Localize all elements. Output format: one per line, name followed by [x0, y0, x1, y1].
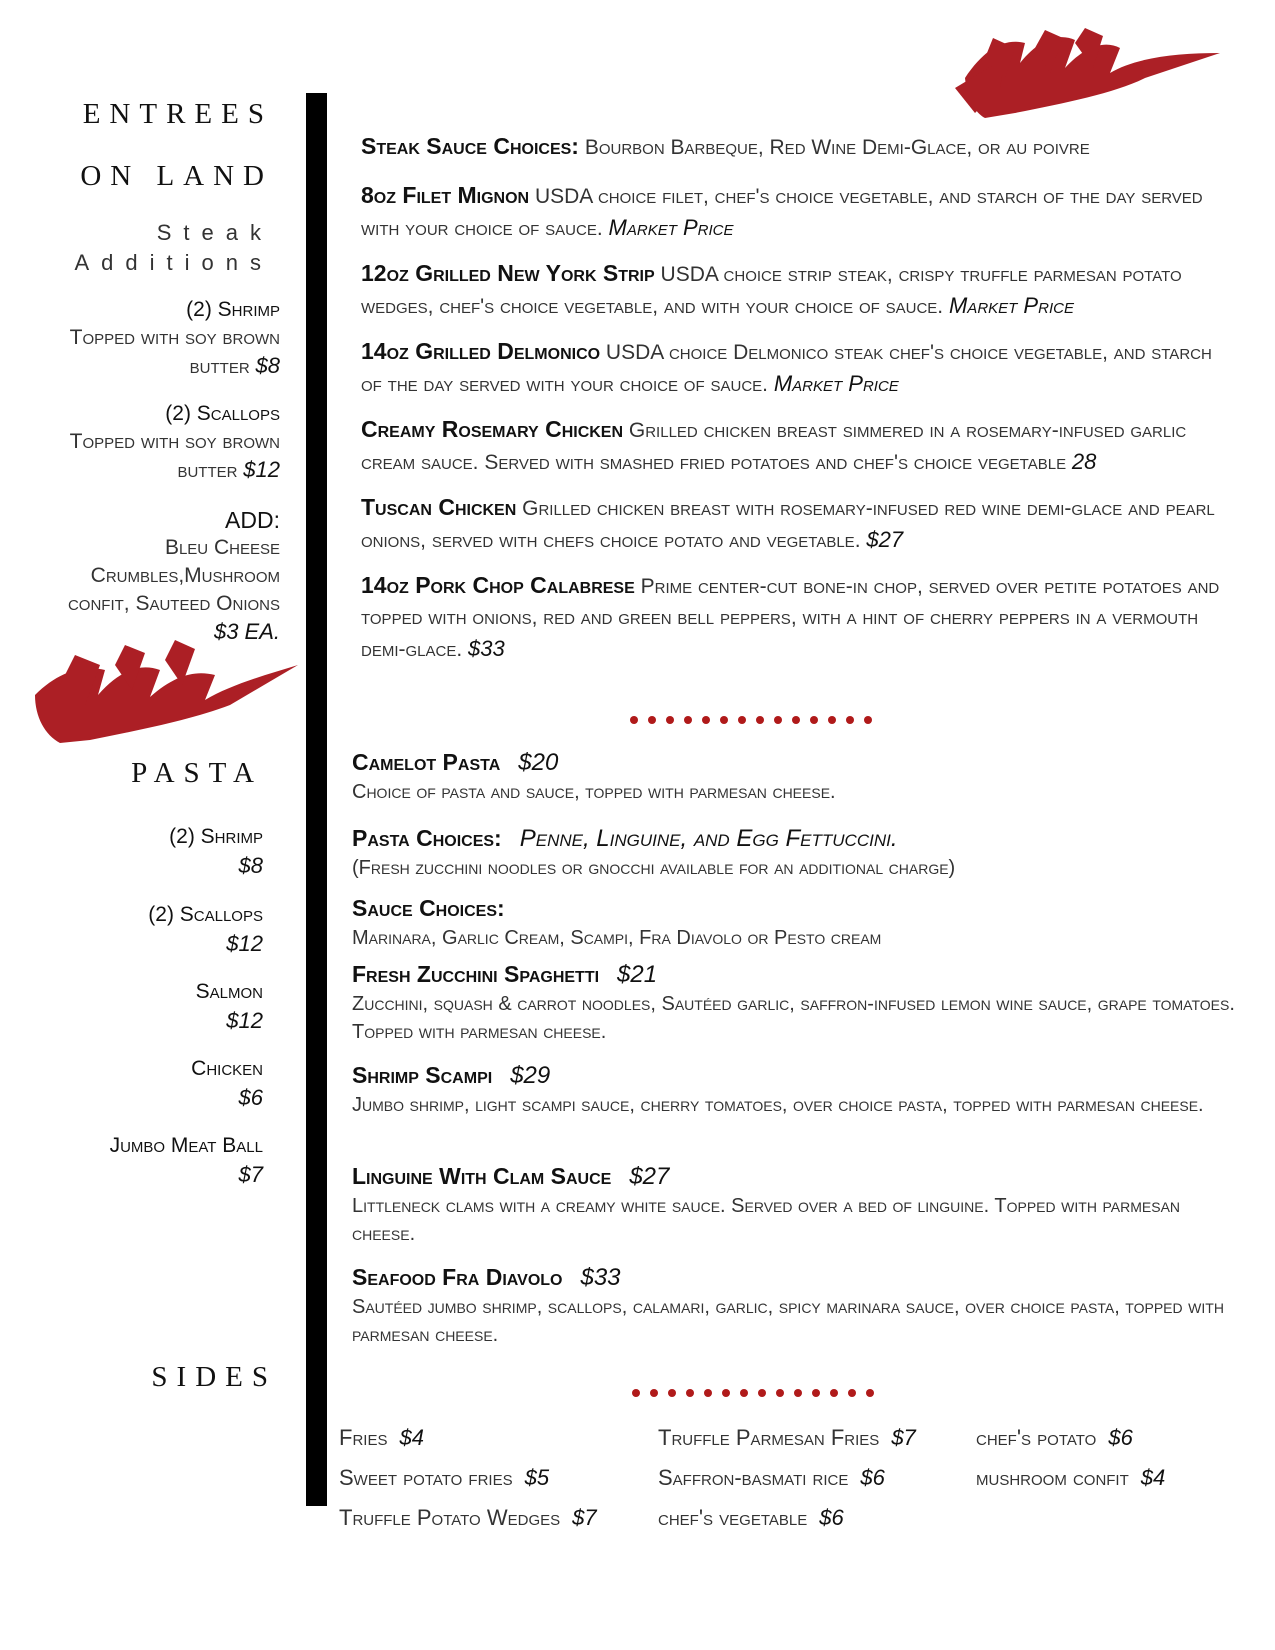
column-divider	[306, 93, 327, 1506]
pasta-title: Sauce Choices:	[352, 895, 505, 921]
pasta-title: Seafood Fra Diavolo	[352, 1264, 563, 1290]
pasta-camelot	[352, 748, 1237, 806]
entree-ny-strip	[361, 258, 1221, 322]
side-item	[976, 1425, 1133, 1451]
entree-pork-chop	[361, 570, 1221, 665]
entree-price: $33	[468, 636, 505, 661]
pasta-desc: Littleneck clams with a creamy white sauce. Served over a bed of linguine. Topped with parmesan cheese.	[352, 1195, 1181, 1245]
entree-desc: USDA choice strip steak, crispy truffle parmesan potato wedges, chef's choice vegetable, and with your choice of sauce.	[361, 263, 1182, 318]
steak-add-desc: Topped with soy brown	[69, 326, 280, 349]
entree-title: 8oz Filet Mignon	[361, 182, 530, 208]
dot	[756, 716, 764, 724]
side-price: $7	[572, 1505, 597, 1530]
pasta-add-price: $7	[238, 1162, 263, 1187]
add-line-3: confit, Sauteed Onions	[67, 592, 280, 615]
side-name: Truffle Potato Wedges	[339, 1505, 561, 1530]
side-price: $4	[399, 1425, 424, 1450]
side-price: $7	[891, 1425, 916, 1450]
pasta-title: Camelot Pasta	[352, 749, 501, 775]
on-land-heading: ON LAND	[80, 160, 273, 192]
pasta-desc: Marinara, Garlic Cream, Scampi, Fra Diavolo or Pesto cream	[352, 927, 882, 949]
dot	[666, 716, 674, 724]
pasta-desc: Jumbo shrimp, light scampi sauce, cherry tomatoes, over choice pasta, topped with parmesan cheese.	[352, 1094, 1204, 1116]
dot	[704, 1389, 712, 1397]
entrees-heading: ENTREES	[82, 98, 273, 130]
add-line-2: Crumbles,Mushroom	[90, 564, 280, 587]
entree-price: Market Price	[608, 215, 734, 240]
pasta-title: Pasta Choices:	[352, 825, 502, 851]
pasta-price: $29	[510, 1062, 551, 1089]
dot	[740, 1389, 748, 1397]
entree-title: 12oz Grilled New York Strip	[361, 260, 655, 286]
dot-divider-2	[632, 1389, 874, 1397]
dot	[632, 1389, 640, 1397]
side-name: Fries	[339, 1425, 388, 1450]
side-price: $5	[524, 1465, 550, 1490]
dot	[812, 1389, 820, 1397]
pasta-add-price: $12	[226, 1008, 263, 1033]
dot	[722, 1389, 730, 1397]
dot	[738, 716, 746, 724]
side-name: Sweet potato fries	[339, 1465, 513, 1490]
steak-add-desc: Topped with soy brown	[69, 430, 280, 453]
pasta-linguine-clam	[352, 1162, 1237, 1248]
side-item	[658, 1505, 844, 1531]
pasta-price: $20	[518, 749, 559, 776]
dot	[774, 716, 782, 724]
entree-desc: Grilled chicken breast simmered in a rosemary-infused garlic cream sauce. Served with smashed fried potatoes and chef's choice vegetable	[361, 419, 1187, 474]
dot	[776, 1389, 784, 1397]
dot	[848, 1389, 856, 1397]
dot	[684, 716, 692, 724]
pasta-price: $33	[580, 1264, 621, 1291]
dot	[686, 1389, 694, 1397]
entree-rosemary-chicken	[361, 414, 1221, 478]
side-item	[339, 1465, 549, 1491]
steak-add-desc-tail: butter	[177, 459, 238, 482]
entree-desc: Bourbon Barbeque, Red Wine Demi-Glace, or au poivre	[584, 136, 1090, 159]
pasta-desc: (Fresh zucchini noodles or gnocchi available for an additional charge)	[352, 857, 956, 879]
pasta-sauce-choices	[352, 894, 1237, 952]
entree-price: Market Price	[948, 293, 1074, 318]
entree-steak-sauce	[361, 131, 1221, 163]
pasta-zucchini-spaghetti	[352, 960, 1237, 1046]
dot	[668, 1389, 676, 1397]
side-price: $4	[1140, 1465, 1166, 1490]
dot	[846, 716, 854, 724]
pasta-add-scallops	[63, 900, 263, 958]
entree-desc: Prime center-cut bone-in chop, served over petite potatoes and topped with onions, red and green bell peppers, with a hint of cherry peppers in a vermouth demi-glace.	[361, 575, 1220, 661]
pasta-add-price: $12	[226, 931, 263, 956]
dot	[794, 1389, 802, 1397]
pasta-choices	[352, 824, 1237, 882]
add-price: $3 EA.	[213, 619, 280, 644]
steak-add-desc-tail: butter	[189, 355, 250, 378]
entree-desc: Grilled chicken breast with rosemary-infused red wine demi-glace and pearl onions, served with chefs choice potato and vegetable.	[361, 497, 1215, 552]
pasta-price: $21	[617, 961, 658, 988]
dot	[630, 716, 638, 724]
pasta-desc: Sautéed jumbo shrimp, scallops, calamari, garlic, spicy marinara sauce, over choice pasta, topped with parmesan cheese.	[352, 1296, 1224, 1346]
dot	[830, 1389, 838, 1397]
steak-add-price: $12	[243, 457, 280, 482]
steak-add-name: (2) Shrimp	[186, 298, 280, 321]
steak-add-desc-2	[40, 456, 280, 485]
side-item	[658, 1425, 916, 1451]
side-item	[339, 1425, 424, 1451]
pasta-desc: Zucchini, squash & carrot noodles, Sautéed garlic, saffron-infused lemon wine sauce, grape tomatoes. Topped with parmesan cheese.	[352, 993, 1235, 1043]
entree-title: Tuscan Chicken	[361, 494, 517, 520]
pasta-seafood-fra-diavolo	[352, 1263, 1237, 1349]
side-item	[658, 1465, 885, 1491]
dot	[810, 716, 818, 724]
dot	[864, 716, 872, 724]
side-item	[339, 1505, 597, 1531]
steak-additions-heading-line1: Steak	[156, 220, 273, 245]
side-name: chef's potato	[976, 1425, 1097, 1450]
side-item	[976, 1465, 1165, 1491]
pasta-title: Fresh Zucchini Spaghetti	[352, 961, 600, 987]
side-name: chef's vegetable	[658, 1505, 808, 1530]
dot	[866, 1389, 874, 1397]
entree-price: $27	[866, 527, 904, 552]
pasta-add-name: Salmon	[195, 980, 263, 1003]
pasta-price: $27	[629, 1163, 670, 1190]
side-name: Saffron-basmati rice	[658, 1465, 849, 1490]
dot	[648, 716, 656, 724]
pasta-title: Shrimp Scampi	[352, 1062, 493, 1088]
dot	[720, 716, 728, 724]
pasta-title: Linguine With Clam Sauce	[352, 1163, 612, 1189]
add-line-1: Bleu Cheese	[164, 536, 280, 559]
steak-additions-heading-line2: Additions	[74, 250, 273, 275]
side-price: $6	[860, 1465, 885, 1490]
dot	[650, 1389, 658, 1397]
pasta-add-name: Jumbo Meat Ball	[109, 1134, 263, 1157]
dot	[792, 716, 800, 724]
steak-add-price: $8	[255, 353, 280, 378]
pasta-add-meatball	[23, 1131, 263, 1189]
steak-add-scallops	[40, 400, 280, 485]
entree-title: Steak Sauce Choices:	[361, 133, 579, 159]
entree-title: Creamy Rosemary Chicken	[361, 416, 624, 442]
pasta-desc: Choice of pasta and sauce, topped with parmesan cheese.	[352, 781, 836, 803]
steak-add-shrimp	[40, 296, 280, 381]
entree-tuscan-chicken	[361, 492, 1221, 556]
side-price: $6	[819, 1505, 844, 1530]
pasta-add-salmon	[63, 977, 263, 1035]
entree-title: 14oz Pork Chop Calabrese	[361, 572, 635, 598]
dot	[758, 1389, 766, 1397]
side-name: Truffle Parmesan Fries	[658, 1425, 880, 1450]
pasta-add-chicken	[63, 1054, 263, 1112]
steak-add-name: (2) Scallops	[165, 402, 280, 425]
dot-divider-1	[630, 716, 872, 724]
pasta-add-price: $8	[238, 853, 263, 878]
entree-price: Market Price	[773, 371, 899, 396]
pasta-heading: PASTA	[131, 757, 263, 789]
steak-add-desc-2	[40, 352, 280, 381]
sides-heading: SIDES	[151, 1361, 277, 1393]
entree-desc: USDA choice filet, chef's choice vegetable, and starch of the day served with your choice of sauce.	[361, 185, 1203, 240]
entree-delmonico	[361, 336, 1221, 400]
entree-title: 14oz Grilled Delmonico	[361, 338, 601, 364]
entree-filet-mignon	[361, 180, 1221, 244]
pasta-add-shrimp	[63, 822, 263, 880]
pasta-add-name: Chicken	[191, 1057, 263, 1080]
pasta-add-name: (2) Shrimp	[169, 825, 263, 848]
add-label: ADD:	[225, 507, 280, 533]
dot	[702, 716, 710, 724]
brush-stroke-top-icon	[945, 18, 1225, 128]
entree-desc: USDA choice Delmonico steak chef's choice vegetable, and starch of the day served with your choice of sauce.	[361, 341, 1212, 396]
side-price: $6	[1108, 1425, 1133, 1450]
pasta-price: Penne, Linguine, and Egg Fettuccini.	[519, 825, 898, 852]
pasta-add-name: (2) Scallops	[148, 903, 263, 926]
dot	[828, 716, 836, 724]
pasta-shrimp-scampi	[352, 1061, 1237, 1119]
side-name: mushroom confit	[976, 1465, 1129, 1490]
add-ons-block	[20, 506, 280, 646]
entree-price: 28	[1071, 449, 1097, 474]
pasta-add-price: $6	[238, 1085, 263, 1110]
